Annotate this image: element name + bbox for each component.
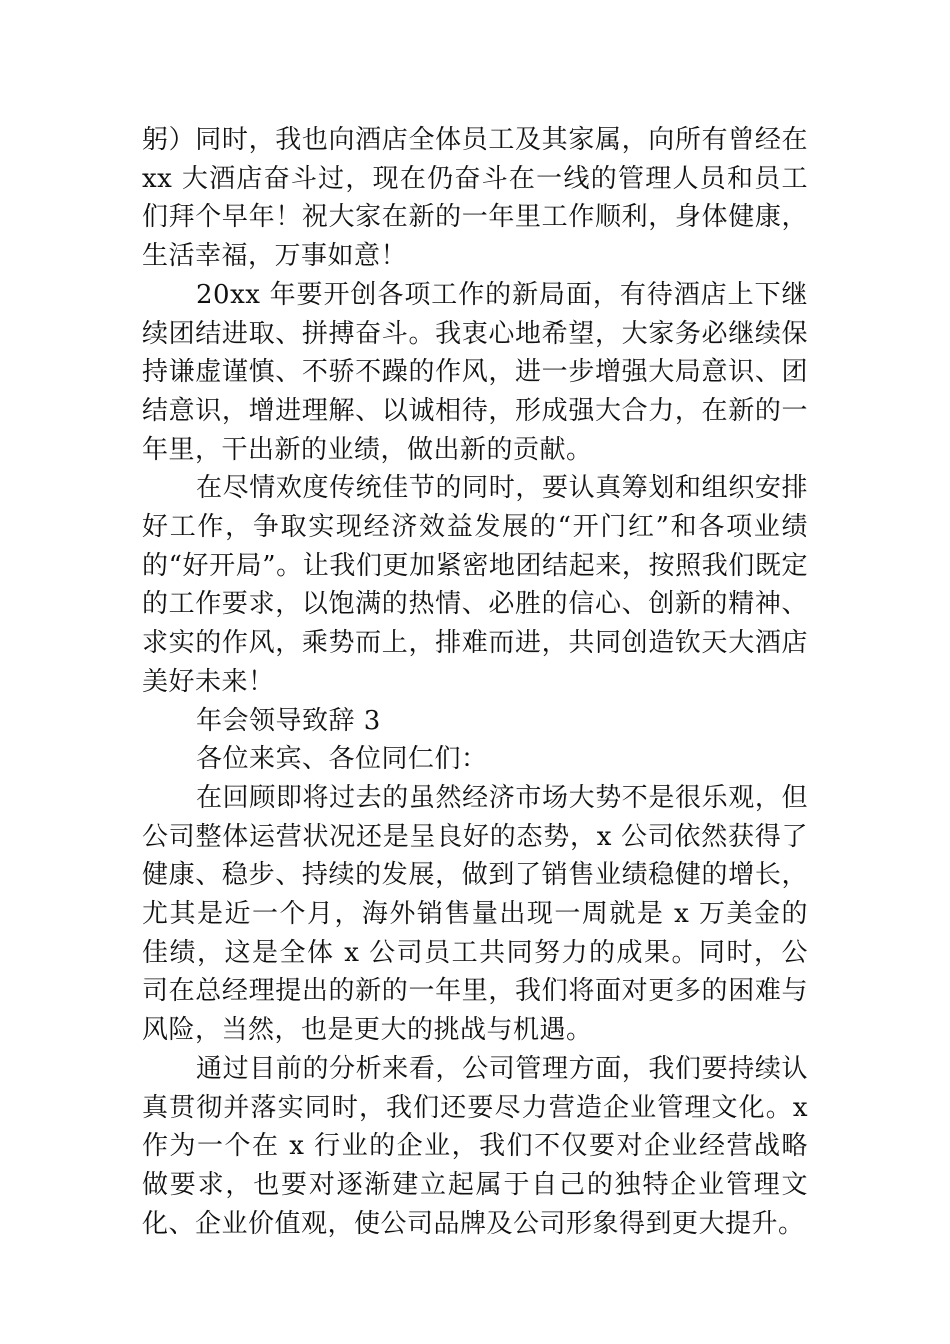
section-heading: 年会领导致辞 3 bbox=[196, 705, 381, 736]
paragraph-festival-work: 在尽情欢度传统佳节的同时，要认真筹划和组织安排好工作，争取实现经济效益发展的“开门红”和各项业绩的“好开局”。让我们更加紧密地团结起来，按照我们既定的工作要求，以饱满的热情、必胜的信心、创新的精神、求实的作风，乘势而上，排难而进，共同创造钦天大酒店美好未来！ bbox=[142, 473, 808, 697]
paragraph-company-review: 在回顾即将过去的虽然经济市场大势不是很乐观，但公司整体运营状况还是呈良好的态势，x 公司依然获得了健康、稳步、持续的发展，做到了销售业绩稳健的增长，尤其是近一个月，海外销售量出现一周就是 x 万美金的佳绩，这是全体 x 公司员工共同努力的成果。同时，公司在总经理提出的新的一年里，我们将面对更多的困难与风险，当然，也是更大的挑战与机遇。 bbox=[142, 782, 808, 1046]
salutation: 各位来宾、各位同仁们： bbox=[196, 744, 488, 775]
paragraph-management-culture: 通过目前的分析来看，公司管理方面，我们要持续认真贯彻并落实同时，我们还要尽力营造企业管理文化。x 作为一个在 x 行业的企业，我们不仅要对企业经营战略做要求，也要对逐渐建立起属于自己的独特企业管理文化、企业价值观，使公司品牌及公司形象得到更大提升。 bbox=[142, 1053, 808, 1239]
document-body bbox=[142, 121, 808, 1243]
paragraph-greeting-end: 躬）同时，我也向酒店全体员工及其家属，向所有曾经在 xx 大酒店奋斗过，现在仍奋斗在一线的管理人员和员工们拜个早年！祝大家在新的一年里工作顺利，身体健康，生活幸福，万事如意！ bbox=[142, 125, 808, 272]
paragraph-new-year-goals: 20xx 年要开创各项工作的新局面，有待酒店上下继续团结进取、拼搏奋斗。我衷心地希望，大家务必继续保持谦虚谨慎、不骄不躁的作风，进一步增强大局意识、团结意识，增进理解、以诚相待，形成强大合力，在新的一年里，干出新的业绩，做出新的贡献。 bbox=[142, 279, 808, 465]
